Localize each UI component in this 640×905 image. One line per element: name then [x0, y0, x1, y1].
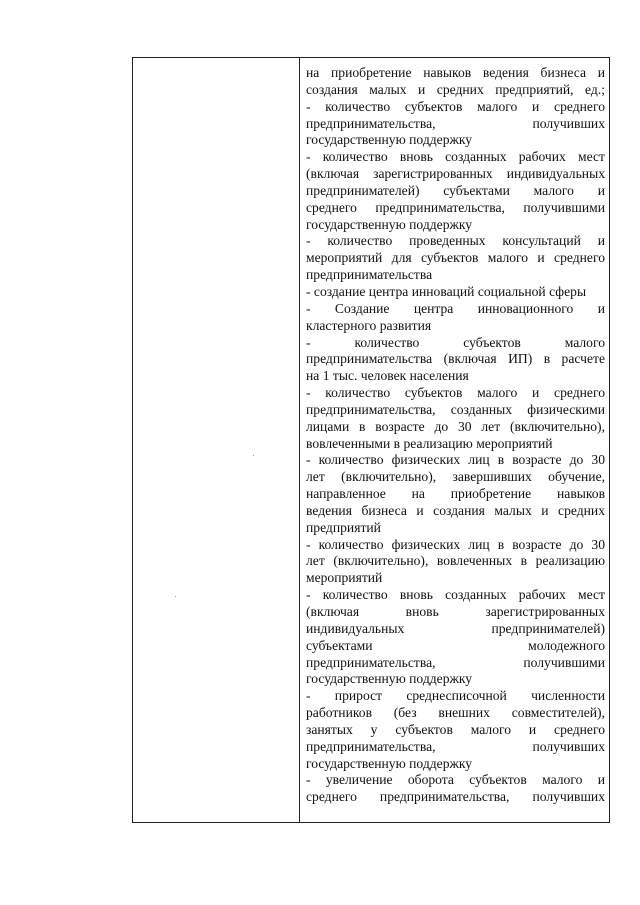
document-text-line: предпринимательства, получившими — [306, 654, 605, 670]
document-text-line: - количество проведенных консультаций и — [306, 233, 605, 249]
document-text-line: - количество физических лиц в возрасте до 30 — [306, 452, 605, 468]
document-text-line: лицами в возрасте до 30 лет (включительно), — [306, 418, 605, 434]
document-text-line: - количество субъектов малого и среднего — [306, 385, 605, 401]
document-text-line: - Создание центра инновационного и — [306, 300, 605, 316]
document-text-line: предпринимательства, созданных физическими — [306, 401, 605, 417]
document-text-line: государственную поддержку — [306, 671, 473, 687]
table-cell-right — [301, 58, 609, 822]
document-text-line: кластерного развития — [306, 317, 432, 333]
document-text-line: - количество субъектов малого и среднего — [306, 98, 605, 114]
document-text-line: создания малых и средних предприятий, ед.; — [306, 81, 605, 97]
table-cell-left — [133, 58, 300, 822]
document-text-line: - количество вновь созданных рабочих мест — [306, 587, 605, 603]
document-text-line: предпринимательства (включая ИП) в расчете — [306, 351, 605, 367]
document-text-line: государственную поддержку — [306, 132, 473, 148]
document-text-line: на приобретение навыков ведения бизнеса и — [306, 65, 605, 80]
document-text-line: направленное на приобретение навыков — [306, 486, 605, 502]
document-text-line: лет (включительно), завершивших обучение, — [306, 469, 605, 485]
document-text-line: (включая зарегистрированных индивидуальных — [306, 166, 605, 182]
document-text-line: субъектами молодежного — [306, 637, 605, 653]
document-text-line: на 1 тыс. человек населения — [306, 368, 469, 384]
document-text-line: предпринимателей) субъектами малого и — [306, 182, 605, 198]
document-text-line: работников (без внешних совместителей), — [306, 705, 605, 721]
document-text-line: среднего предпринимательства, получивших — [306, 789, 605, 805]
document-text-line: ведения бизнеса и создания малых и средних — [306, 502, 605, 518]
document-text-line: индивидуальных предпринимателей) — [306, 620, 605, 636]
document-text-line: предпринимательства, получивших — [306, 738, 605, 754]
document-text-line: - количество субъектов малого — [306, 334, 605, 350]
scan-speck — [175, 596, 176, 597]
document-text-line: предпринимательства, получивших — [306, 115, 605, 131]
document-text-line: - прирост среднесписочной численности — [306, 688, 605, 704]
document-text-line: мероприятий — [306, 570, 383, 586]
document-text-line: предпринимательства — [306, 267, 433, 283]
document-text-line: государственную поддержку — [306, 216, 473, 232]
document-text-line: мероприятий для субъектов малого и среднего — [306, 250, 605, 266]
document-text-line: - количество вновь созданных рабочих мест — [306, 149, 605, 165]
document-text-line: занятых у субъектов малого и среднего — [306, 721, 605, 737]
scan-speck — [253, 455, 254, 456]
document-text-line: - количество физических лиц в возрасте до 30 — [306, 536, 605, 552]
document-table — [132, 57, 610, 823]
document-text-line: предприятий — [306, 519, 381, 535]
document-text-line: среднего предпринимательства, получившими — [306, 199, 605, 215]
document-text-line: государственную поддержку — [306, 755, 473, 771]
document-text-line: лет (включительно), вовлеченных в реализацию — [306, 553, 605, 569]
document-text-line: - увеличение оборота субъектов малого и — [306, 772, 605, 788]
document-text-line: вовлеченными в реализацию мероприятий — [306, 435, 553, 451]
document-text-line: (включая вновь зарегистрированных — [306, 604, 605, 619]
document-text-line: - создание центра инноваций социальной сферы — [306, 283, 587, 299]
